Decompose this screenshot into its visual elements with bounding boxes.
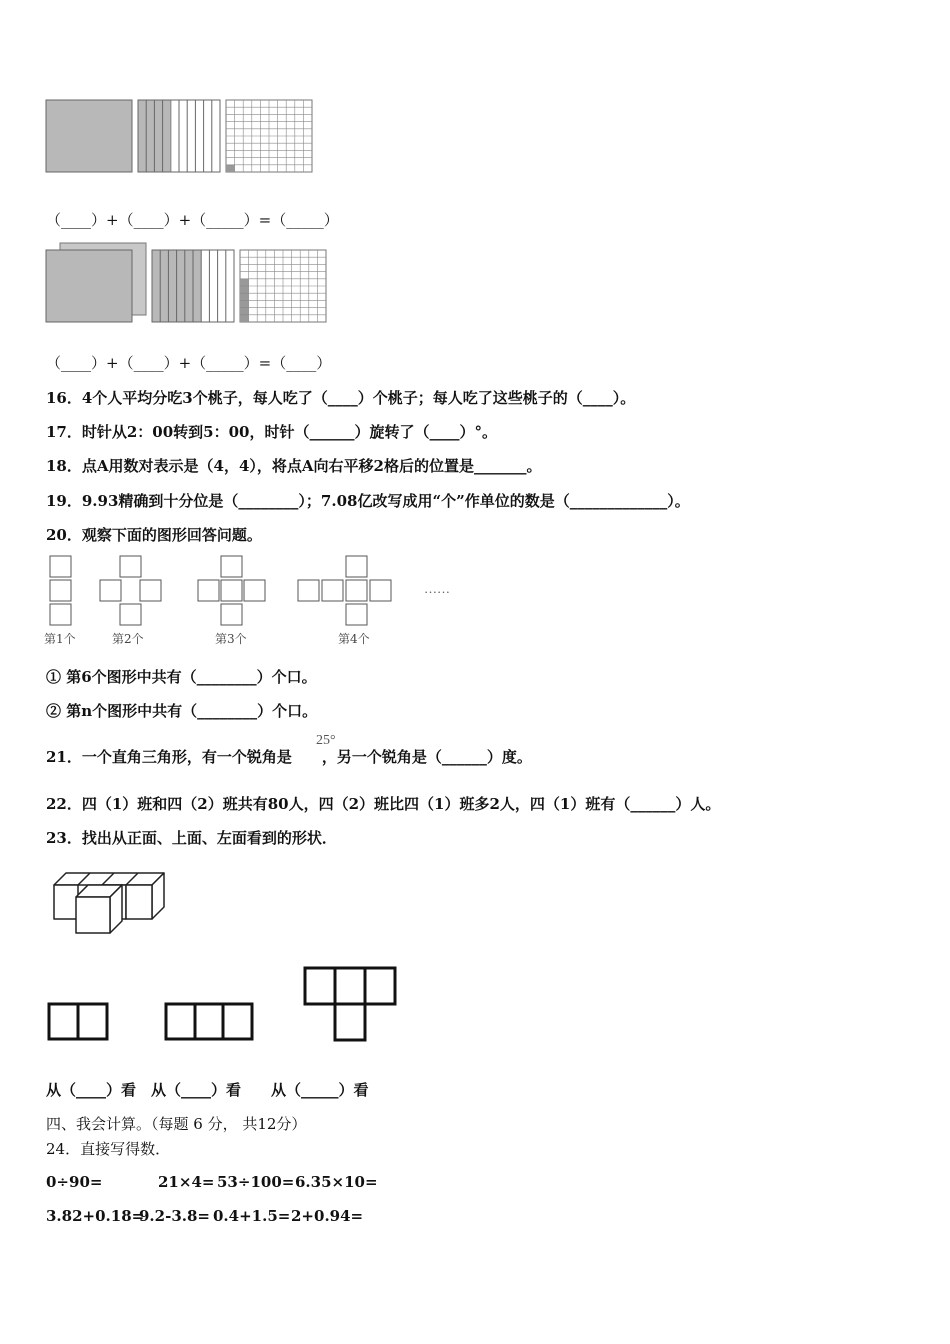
question-20-sub2: ② 第n个图形中共有（________）个口。 xyxy=(46,702,318,720)
question-16: 16．4个人平均分吃3个桃子，每人吃了（____）个桃子；每人吃了这些桃子的（____）。 xyxy=(46,389,636,407)
section-4-heading: 四、我会计算。（每题 6 分， 共12分） xyxy=(46,1115,307,1133)
question-24-title: 24．直接写得数． xyxy=(46,1140,171,1158)
q21-text-before: 21．一个直角三角形，有一个锐角是 xyxy=(46,748,292,766)
q20-pattern-figure xyxy=(44,553,464,651)
calc-item: 0.4+1.5= xyxy=(213,1207,291,1225)
calc-item: 9.2-3.8= xyxy=(139,1207,210,1225)
question-18: 18．点A用数对表示是（4，4），将点A向右平移2格后的位置是_______。 xyxy=(46,457,542,475)
pattern-4 xyxy=(298,556,391,625)
question-23-answer: 从（____）看 从（____）看 从（_____）看 xyxy=(46,1081,369,1099)
question-17: 17．时针从2：00转到5：00，时针（______）旋转了（____）°。 xyxy=(46,423,497,441)
q15-blanks-row2[interactable]: （____）+（____）+（_____）=（____） xyxy=(46,354,332,372)
q23-view-a xyxy=(46,1001,110,1043)
q21-text-after: ，另一个锐角是（______）度。 xyxy=(321,748,532,766)
hundredths-grid-row2 xyxy=(240,250,326,322)
question-20-title: 20．观察下面的图形回答问题。 xyxy=(46,526,262,544)
tenths-strips-row2 xyxy=(152,250,234,322)
hundredths-grid xyxy=(226,100,312,172)
q15-blanks-row1[interactable]: （____）+（____）+（_____）=（_____） xyxy=(46,211,339,229)
pattern-1 xyxy=(50,556,71,625)
pattern-3 xyxy=(198,556,265,625)
calc-item: 2+0.94= xyxy=(291,1207,364,1225)
q15-figure-row1 xyxy=(45,99,315,175)
pattern-label-3: 第3个 xyxy=(215,632,247,646)
q23-solid-figure xyxy=(48,865,172,937)
calc-item: 3.82+0.18= xyxy=(46,1207,145,1225)
calc-item: 0÷90= xyxy=(46,1173,103,1191)
question-19: 19．9.93精确到十分位是（________）；7.08亿改写成用“个”作单位的数是（_____________）。 xyxy=(46,492,690,510)
q23-view-b xyxy=(163,1001,255,1043)
calc-item: 21×4= xyxy=(158,1173,215,1191)
question-23-title: 23．找出从正面、上面、左面看到的形状． xyxy=(46,829,337,847)
pattern-label-4: 第4个 xyxy=(338,632,370,646)
question-21 xyxy=(46,747,532,767)
calc-item: 6.35×10= xyxy=(295,1173,378,1191)
calc-item: 53÷100= xyxy=(217,1173,295,1191)
pattern-ellipsis: …… xyxy=(424,581,450,596)
question-22: 22．四（1）班和四（2）班共有80人，四（2）班比四（1）班多2人，四（1）班有（______）人。 xyxy=(46,795,721,813)
stacked-full-squares xyxy=(46,243,146,322)
q23-view-c xyxy=(302,965,398,1043)
full-square-one xyxy=(46,100,132,172)
q21-angle: 25° xyxy=(316,733,336,748)
pattern-label-2: 第2个 xyxy=(112,632,144,646)
pattern-2 xyxy=(100,556,161,625)
tenths-strips xyxy=(138,100,220,172)
question-20-sub1: ① 第6个图形中共有（________）个口。 xyxy=(46,668,317,686)
pattern-label-1: 第1个 xyxy=(44,632,76,646)
q15-figure-row2 xyxy=(45,242,330,326)
